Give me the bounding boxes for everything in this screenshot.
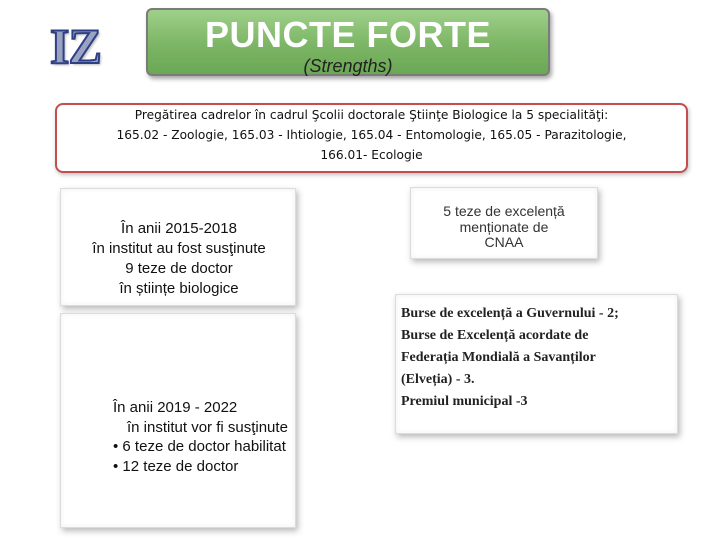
specializations-line: 166.01- Ecologie <box>320 148 423 162</box>
panel-line: menționate de <box>459 218 549 235</box>
theses-2015-2018-panel <box>60 188 296 306</box>
panel-line: 5 teze de excelență <box>443 203 565 219</box>
page-title: PUNCTE FORTE <box>204 14 491 55</box>
panel-line: Federația Mondială a Savanților <box>401 350 596 365</box>
title-banner <box>146 8 550 76</box>
bullet-item: • 6 teze de doctor habilitat <box>113 438 286 455</box>
excellence-theses-text <box>411 204 597 251</box>
panel-line: 9 teze de doctor <box>125 260 233 277</box>
bullet-item: • 12 teze de doctor <box>113 457 239 475</box>
panel-line: CNAA <box>484 234 524 250</box>
panel-line: (Elveția) - 3. <box>401 372 475 387</box>
page-subtitle: (Strengths) <box>303 56 393 76</box>
theses-2019-2022-panel <box>60 313 296 528</box>
specializations-box <box>55 103 688 173</box>
panel-line: Burse de excelență a Guvernului - 2; <box>401 306 619 321</box>
scholarships-text <box>401 303 619 413</box>
institute-logo: IZ <box>50 18 101 74</box>
specializations-line: 165.02 - Zoologie, 165.03 - Ihtiologie, 165.04 - Entomologie, 165.05 - Parazitologie, <box>116 128 627 142</box>
panel-heading: În anii 2019 - 2022 <box>113 399 238 416</box>
theses-2019-2022-text <box>113 398 288 476</box>
panel-line: în științe biologice <box>119 280 239 297</box>
panel-line: Burse de Excelență acordate de <box>401 328 589 343</box>
specializations-line: Pregătirea cadrelor în cadrul Şcolii doctorale Ştiinţe Biologice la 5 specialităţi: <box>134 108 609 122</box>
theses-2015-2018-text <box>55 219 303 299</box>
scholarships-panel <box>395 294 678 434</box>
excellence-theses-panel <box>410 187 598 259</box>
panel-line: Premiul municipal -3 <box>401 394 528 409</box>
panel-line: În anii 2015-2018 <box>121 220 237 237</box>
panel-subheading: în institut vor fi susţinute <box>127 418 288 436</box>
panel-line: în institut au fost susţinute <box>92 240 266 257</box>
